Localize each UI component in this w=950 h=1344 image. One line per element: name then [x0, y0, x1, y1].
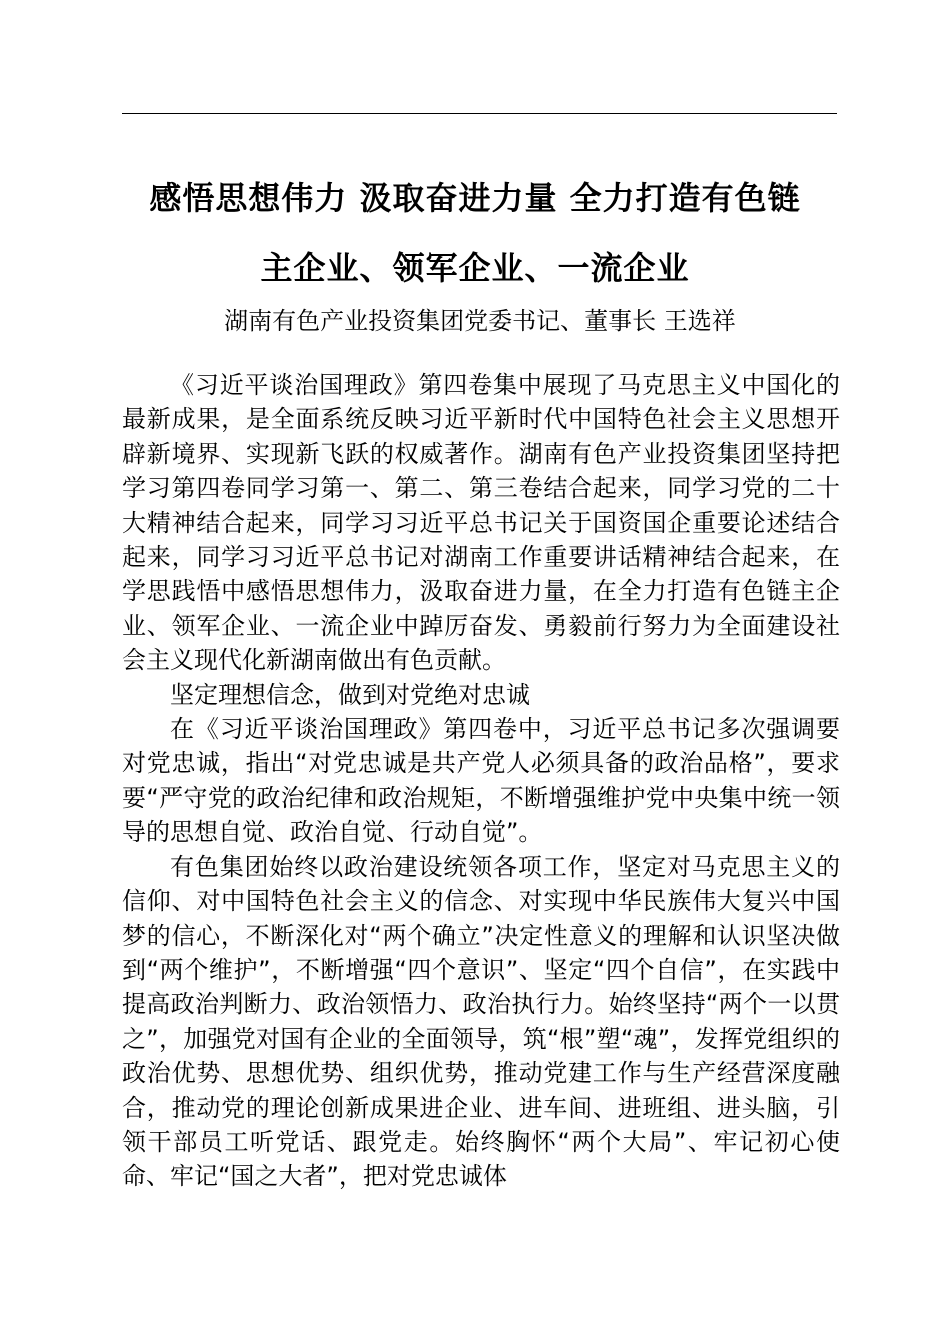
author-byline: 湖南有色产业投资集团党委书记、董事长 王选祥: [224, 307, 736, 335]
section-heading: 坚定理想信念，做到对党绝对忠诚: [170, 680, 530, 709]
header-rule: [122, 113, 837, 114]
document-title-line-1: 感悟思想伟力 汲取奋进力量 全力打造有色链: [149, 179, 801, 217]
article-body: [122, 368, 840, 1194]
paragraph: 在《习近平谈治国理政》第四卷中，习近平总书记多次强调要对党忠诚，指出“对党忠诚是共产党人必须具备的政治品格”，要求要“严守党的政治纪律和政治规矩，不断增强维护党中央集中统一领导的思想自觉、政治自觉、行动自觉”。: [122, 715, 840, 847]
paragraph: 《习近平谈治国理政》第四卷集中展现了马克思主义中国化的最新成果，是全面系统反映习近平新时代中国特色社会主义思想开辟新境界、实现新飞跃的权威著作。湖南有色产业投资集团坚持把学习第四卷同学习第一、第二、第三卷结合起来，同学习党的二十大精神结合起来，同学习习近平总书记关于国资国企重要论述结合起来，同学习习近平总书记对湖南工作重要讲话精神结合起来，在学思践悟中感悟思想伟力，汲取奋进力量，在全力打造有色链主企业、领军企业、一流企业中踔厉奋发、勇毅前行努力为全面建设社会主义现代化新湖南做出有色贡献。: [122, 371, 840, 675]
document-title-line-2: 主企业、领军企业、一流企业: [260, 249, 690, 287]
paragraph: 有色集团始终以政治建设统领各项工作，坚定对马克思主义的信仰、对中国特色社会主义的信念、对实现中华民族伟大复兴中国梦的信心，不断深化对“两个确立”决定性意义的理解和认识坚决做到“两个维护”，不断增强“四个意识”、坚定“四个自信”，在实践中提高政治判断力、政治领悟力、政治执行力。始终坚持“两个一以贯之”，加强党对国有企业的全面领导，筑“根”塑“魂”，发挥党组织的政治优势、思想优势、组织优势，推动党建工作与生产经营深度融合，推动党的理论创新成果进企业、进车间、进班组、进头脑，引领干部员工听党话、跟党走。始终胸怀“两个大局”、牢记初心使命、牢记“国之大者”，把对党忠诚体: [122, 852, 840, 1191]
